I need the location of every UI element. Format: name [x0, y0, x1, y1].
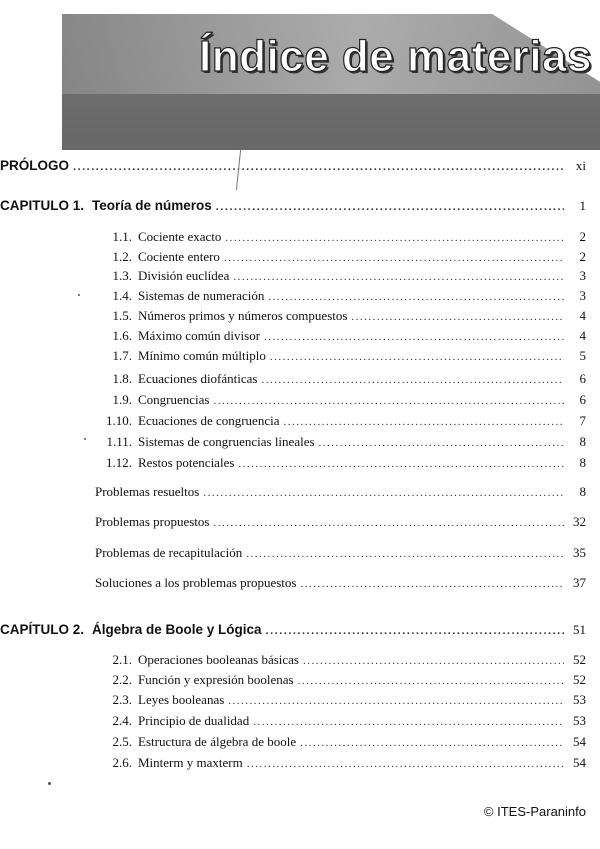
section-title: Operaciones booleanas básicas: [138, 652, 299, 667]
page-number: 2: [579, 249, 586, 264]
leader-dots: [351, 311, 564, 323]
leader-dots: [298, 675, 564, 687]
page-number: 54: [573, 755, 586, 770]
leader-dots: [203, 487, 564, 499]
section-title: Ecuaciones diofánticas: [138, 371, 258, 386]
page-number: 7: [579, 413, 586, 428]
toc-entry-section[interactable]: [98, 455, 586, 471]
page-number: 1: [579, 198, 586, 213]
section-title: Cociente entero: [138, 249, 220, 264]
section-title: Sistemas de congruencias lineales: [138, 434, 315, 449]
page-number: 8: [579, 434, 586, 449]
page-number: 51: [573, 622, 586, 637]
leader-dots: [247, 758, 564, 770]
section-title: Minterm y maxterm: [138, 755, 243, 770]
copyright-notice: © ITES-Paraninfo: [483, 804, 586, 819]
page-number: 8: [579, 484, 586, 499]
leader-dots: [246, 548, 564, 560]
toc-entry-section[interactable]: [98, 692, 586, 708]
section-number: 2.5.: [112, 734, 132, 749]
section-title: Estructura de álgebra de boole: [138, 734, 297, 749]
page-number: 54: [573, 734, 586, 749]
page-number: 53: [573, 692, 586, 707]
problems-title: Soluciones a los problemas propuestos: [95, 575, 297, 590]
leader-dots: [300, 578, 564, 590]
section-title: Sistemas de numeración: [138, 288, 265, 303]
toc-entry-problems[interactable]: [95, 545, 586, 561]
page-number: 32: [573, 514, 586, 529]
toc-entry-section[interactable]: [98, 268, 586, 284]
toc-entry-problems[interactable]: [95, 514, 586, 530]
toc-entry-problems[interactable]: [95, 484, 586, 500]
leader-dots: [225, 232, 564, 244]
section-number: 2.6.: [112, 755, 132, 770]
page-number: 6: [579, 392, 586, 407]
section-number: 2.3.: [112, 692, 132, 707]
section-title: Cociente exacto: [138, 229, 222, 244]
leader-dots: [253, 716, 564, 728]
leader-dots: [233, 271, 564, 283]
page-number: 53: [573, 713, 586, 728]
page-number: xi: [575, 158, 586, 173]
section-title: Máximo común divisor: [138, 328, 261, 343]
scan-speck: [78, 294, 80, 296]
leader-dots: [264, 331, 564, 343]
problems-title: Problemas resueltos: [95, 484, 200, 499]
page-number: 37: [573, 575, 586, 590]
toc-entry-section[interactable]: [98, 288, 586, 304]
section-number: 1.5.: [112, 308, 132, 323]
section-number: 2.4.: [112, 713, 132, 728]
page-number: 4: [579, 308, 586, 323]
leader-dots: [238, 458, 564, 470]
chapter-title: Álgebra de Boole y Lógica: [92, 622, 262, 637]
page-number: 52: [573, 652, 586, 667]
prologue-label: PRÓLOGO: [0, 158, 70, 173]
toc-entry-section[interactable]: [98, 371, 586, 387]
leader-dots: [213, 395, 564, 407]
toc-entry-problems[interactable]: [95, 575, 586, 591]
toc-entry-chapter-1[interactable]: [0, 198, 586, 214]
page-number: 4: [579, 328, 586, 343]
page-number: 3: [579, 268, 586, 283]
toc-entry-section[interactable]: [98, 249, 586, 265]
page-title: Índice de materias: [199, 32, 592, 81]
leader-dots: [261, 374, 564, 386]
page-number: 5: [579, 348, 586, 363]
section-title: Principio de dualidad: [138, 713, 250, 728]
section-number: 1.3.: [112, 268, 132, 283]
leader-dots: [270, 351, 564, 363]
section-title: Función y expresión boolenas: [138, 672, 294, 687]
header-banner: [62, 14, 600, 150]
chapter-number: CAPÍTULO 2.: [0, 622, 85, 637]
leader-dots: [319, 437, 564, 449]
scan-speck: [48, 782, 51, 785]
page-number: 52: [573, 672, 586, 687]
section-number: 1.10.: [106, 413, 132, 428]
section-title: Números primos y números compuestos: [138, 308, 348, 323]
section-number: 1.12.: [106, 455, 132, 470]
toc-entry-chapter-2[interactable]: [0, 622, 586, 638]
section-title: Leyes booleanas: [138, 692, 225, 707]
section-number: 1.9.: [112, 392, 132, 407]
toc-entry-section[interactable]: [98, 348, 586, 364]
section-title: Mínimo común múltiplo: [138, 348, 266, 363]
toc-entry-section[interactable]: [98, 328, 586, 344]
section-number: 1.7.: [112, 348, 132, 363]
toc-entry-prologue[interactable]: [0, 158, 586, 174]
leader-dots: [224, 252, 564, 264]
section-title: Congruencias: [138, 392, 210, 407]
page-number: 6: [579, 371, 586, 386]
toc-entry-section[interactable]: [98, 734, 586, 750]
toc-entry-section[interactable]: [98, 713, 586, 729]
leader-dots: [216, 201, 564, 213]
section-title: Ecuaciones de congruencia: [138, 413, 280, 428]
toc-entry-section[interactable]: [98, 308, 586, 324]
leader-dots: [213, 517, 564, 529]
leader-dots: [300, 737, 564, 749]
chapter-number: CAPITULO 1.: [0, 198, 85, 213]
section-number: 2.1.: [112, 652, 132, 667]
leader-dots: [228, 695, 564, 707]
leader-dots: [268, 291, 564, 303]
page-number: 2: [579, 229, 586, 244]
section-number: 1.8.: [112, 371, 132, 386]
scan-speck: [84, 438, 86, 440]
leader-dots: [266, 625, 564, 637]
section-number: 1.6.: [112, 328, 132, 343]
toc-entry-section[interactable]: [98, 434, 586, 450]
section-number: 1.4.: [112, 288, 132, 303]
section-title: Restos potenciales: [138, 455, 235, 470]
leader-dots: [303, 655, 564, 667]
chapter-title: Teoría de números: [92, 198, 212, 213]
page-number: 35: [573, 545, 586, 560]
toc-entry-section[interactable]: [98, 229, 586, 245]
problems-title: Problemas propuestos: [95, 514, 210, 529]
toc-entry-section[interactable]: [98, 413, 586, 429]
problems-title: Problemas de recapitulación: [95, 545, 243, 560]
section-title: División euclídea: [138, 268, 230, 283]
page-number: 8: [579, 455, 586, 470]
page-number: 3: [579, 288, 586, 303]
toc-entry-section[interactable]: [98, 672, 586, 688]
section-number: 2.2.: [112, 672, 132, 687]
section-number: 1.2.: [112, 249, 132, 264]
section-number: 1.11.: [106, 434, 132, 449]
leader-dots: [73, 161, 564, 173]
toc-entry-section[interactable]: [98, 392, 586, 408]
toc-entry-section[interactable]: [98, 755, 586, 771]
toc-entry-section[interactable]: [98, 652, 586, 668]
leader-dots: [283, 416, 564, 428]
section-number: 1.1.: [112, 229, 132, 244]
